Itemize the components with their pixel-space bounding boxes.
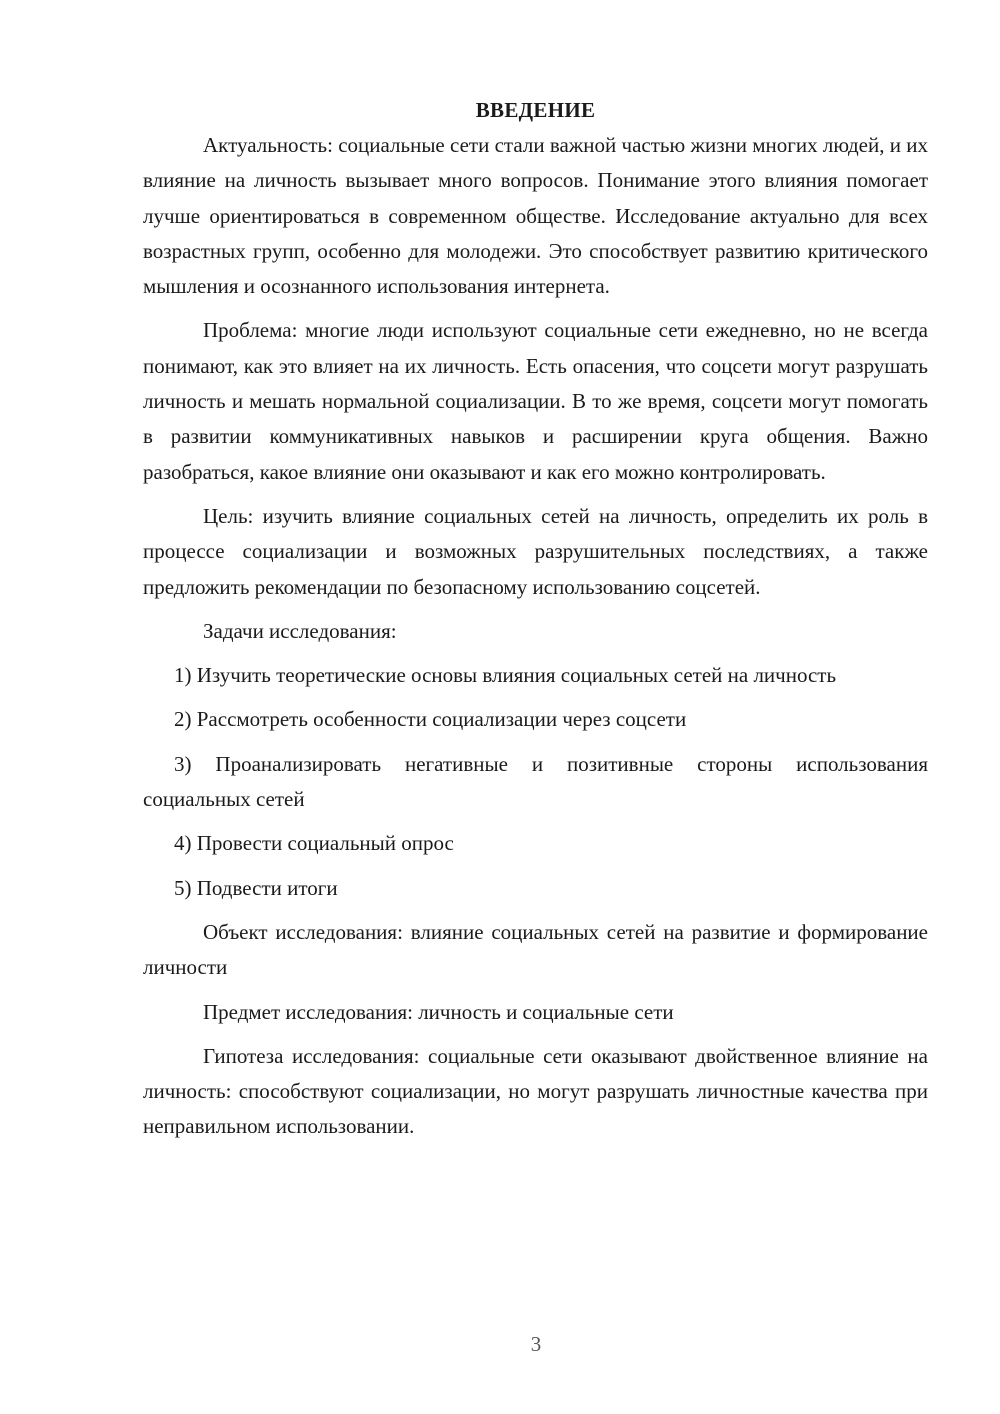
- tasks-heading: Задачи исследования:: [203, 618, 397, 643]
- task-item-3: 3) Проанализировать негативные и позитивные стороны использования социальных сетей: [143, 751, 928, 812]
- paragraph-problem: Проблема: многие люди используют социальные сети ежедневно, но не всегда понимают, как это влияет на их личность. Есть опасения, что соцсети могут разрушать личность и мешать нормальной социализации. В то же время, соцсети могут помогать в развитии коммуникативных навыков и расширении круга общения. Важно разобраться, какое влияние они оказывают и как его можно контролировать.: [143, 318, 928, 484]
- task-item-2: 2) Рассмотреть особенности социализации через соцсети: [174, 707, 687, 732]
- paragraph-object: Объект исследования: влияние социальных сетей на развитие и формирование личности: [143, 919, 928, 980]
- task-item-5: 5) Подвести итоги: [174, 875, 338, 900]
- paragraph-relevance: Актуальность: социальные сети стали важной частью жизни многих людей, и их влияние на личность вызывает много вопросов. Понимание этого влияния помогает лучше ориентироваться в современном обществе. Исследование актуально для всех возрастных групп, особенно для молодежи. Это способствует развитию критического мышления и осознанного использования интернета.: [143, 133, 928, 299]
- task-item-4: 4) Провести социальный опрос: [174, 831, 454, 856]
- page-title: ВВЕДЕНИЕ: [475, 98, 596, 122]
- paragraph-subject: Предмет исследования: личность и социальные сети: [203, 999, 674, 1024]
- page-number: 3: [530, 1332, 542, 1356]
- task-item-1: 1) Изучить теоретические основы влияния социальных сетей на личность: [174, 663, 837, 688]
- paragraph-hypothesis: Гипотеза исследования: социальные сети оказывают двойственное влияние на личность: способствуют социализации, но могут разрушать личностные качества при неправильном использовании.: [143, 1043, 928, 1139]
- document-page: [143, 92, 928, 1154]
- paragraph-goal: Цель: изучить влияние социальных сетей на личность, определить их роль в процессе социализации и возможных разрушительных последствиях, а также предложить рекомендации по безопасному использованию соцсетей.: [143, 503, 928, 599]
